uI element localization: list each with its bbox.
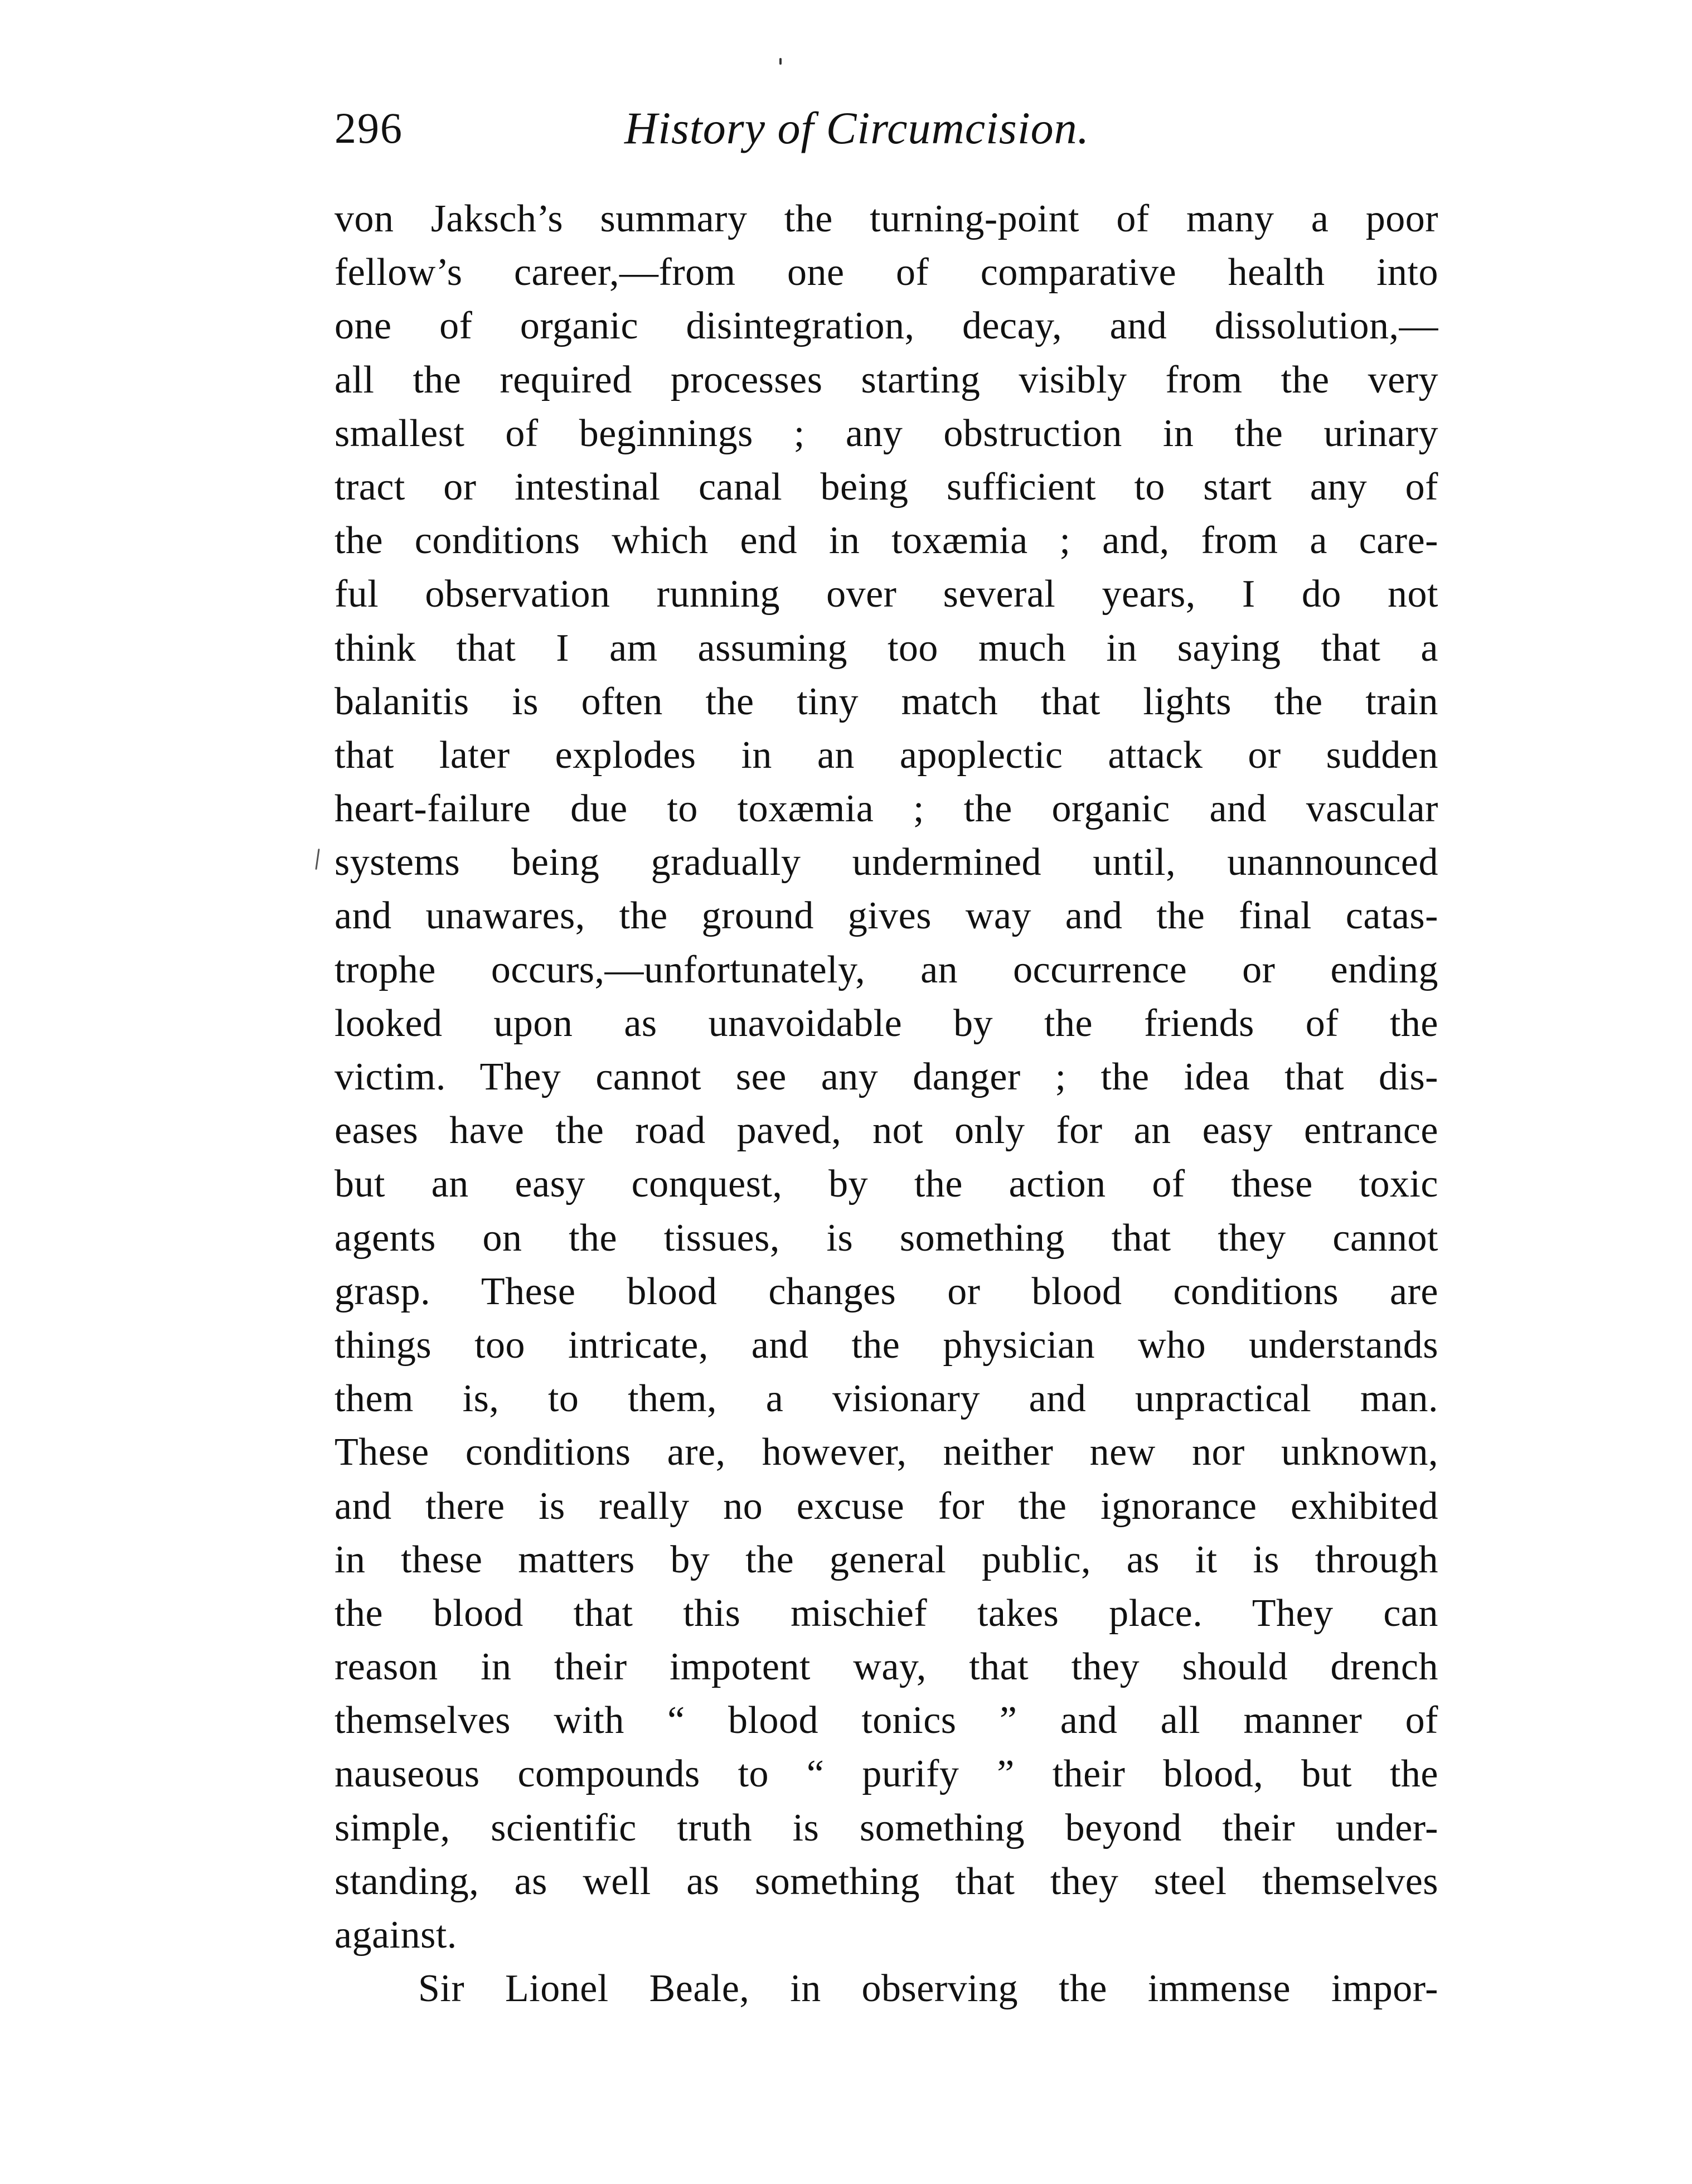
page-number: 296 — [334, 104, 403, 152]
text-line: looked upon as unavoidable by the friends of the — [334, 1001, 1438, 1045]
text-line: nauseous compounds to “ purify ” their blood, but the — [334, 1752, 1438, 1796]
text-line: smallest of beginnings ; any obstruction in the urinary — [334, 411, 1438, 455]
text-line: the conditions which end in toxæmia ; and, from a care- — [334, 519, 1438, 563]
text-line: the blood that this mischief takes place. They can — [334, 1591, 1438, 1635]
text-line: von Jaksch’s summary the turning-point of many a poor — [334, 197, 1438, 240]
text-line: them is, to them, a visionary and unpractical man. — [334, 1377, 1438, 1421]
text-line: systems being gradually undermined until, unannounced — [334, 841, 1438, 884]
text-line: all the required processes starting visibly from the very — [334, 358, 1438, 401]
text-line: trophe occurs,—unfortunately, an occurrence or ending — [334, 948, 1438, 991]
top-speck-mark — [779, 58, 782, 65]
text-line: heart-failure due to toxæmia ; the organic and vascular — [334, 787, 1438, 831]
margin-tick-mark — [315, 849, 319, 870]
text-line: agents on the tissues, is something that they cannot — [334, 1216, 1438, 1260]
body-text — [334, 192, 1438, 2016]
next-paragraph-first-line: Sir Lionel Beale, in observing the immense impor- — [418, 1967, 1438, 2011]
running-header — [334, 92, 1422, 176]
text-line: but an easy conquest, by the action of these toxic — [334, 1163, 1438, 1206]
text-line: that later explodes in an apoplectic attack or sudden — [334, 733, 1438, 777]
text-line: balanitis is often the tiny match that lights the train — [334, 680, 1438, 723]
text-line: and there is really no excuse for the ignorance exhibited — [334, 1484, 1438, 1528]
text-line: think that I am assuming too much in saying that a — [334, 626, 1438, 670]
text-line: and unawares, the ground gives way and the final catas- — [334, 894, 1438, 938]
text-line: fellow’s career,—from one of comparative health into — [334, 251, 1438, 294]
text-line: These conditions are, however, neither new nor unknown, — [334, 1431, 1438, 1474]
text-line: themselves with “ blood tonics ” and all manner of — [334, 1699, 1438, 1742]
text-line: in these matters by the general public, as it is through — [334, 1538, 1438, 1581]
text-line: simple, scientific truth is something beyond their under- — [334, 1806, 1438, 1849]
text-line-paragraph-end: against. — [334, 1914, 457, 1957]
running-title: History of Circumcision. — [624, 103, 1090, 153]
text-line: tract or intestinal canal being sufficient to start any of — [334, 465, 1438, 509]
text-line: one of organic disintegration, decay, and dissolution,— — [334, 304, 1438, 348]
text-line: grasp. These blood changes or blood conditions are — [334, 1270, 1438, 1313]
text-line: victim. They cannot see any danger ; the idea that dis- — [334, 1055, 1438, 1098]
text-line: things too intricate, and the physician who understands — [334, 1323, 1438, 1367]
text-line: ful observation running over several years, I do not — [334, 573, 1438, 616]
text-line: standing, as well as something that they steel themselves — [334, 1859, 1438, 1903]
text-line: reason in their impotent way, that they should drench — [334, 1645, 1438, 1689]
text-line: eases have the road paved, not only for an easy entrance — [334, 1109, 1438, 1152]
